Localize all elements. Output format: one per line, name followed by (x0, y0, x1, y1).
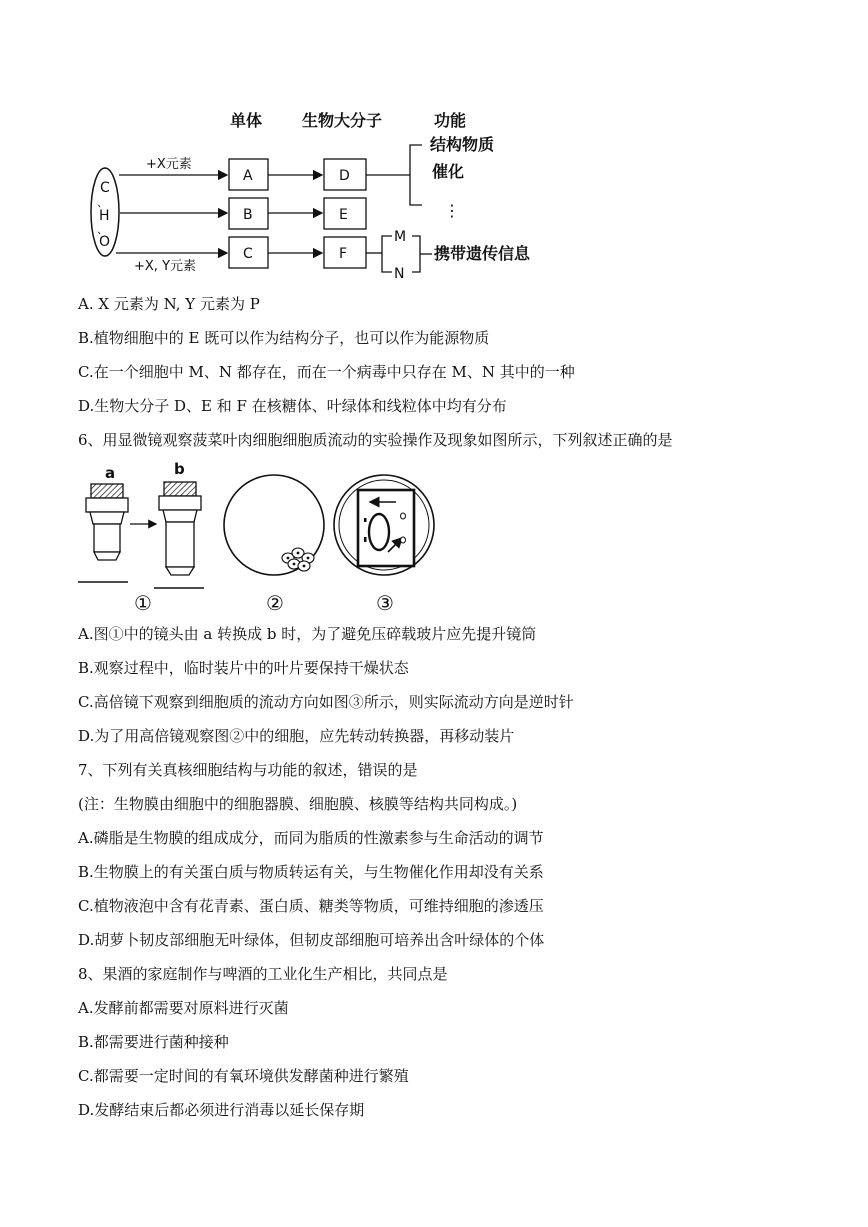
q6-option-c: C.高倍镜下观察到细胞质的流动方向如图③所示，则实际流动方向是逆时针 (78, 693, 574, 711)
q7-option-c: C.植物液泡中含有花青素、蛋白质、糖类等物质，可维持细胞的渗透压 (78, 897, 544, 915)
nucleic-m: M (394, 229, 407, 245)
label-plus-x: +X元素 (146, 157, 192, 172)
q7-option-a: A.磷脂是生物膜的组成成分，而同为脂质的性激素参与生命活动的调节 (78, 829, 544, 847)
q8-option-a: A.发酵前都需要对原料进行灭菌 (78, 999, 289, 1017)
q5-option-b: B.植物细胞中的 E 既可以作为结构分子，也可以作为能源物质 (78, 329, 490, 347)
q8-option-c: C.都需要一定时间的有氧环境供发酵菌种进行繁殖 (78, 1067, 409, 1085)
q7-option-b: B.生物膜上的有关蛋白质与物质转运有关，与生物催化作用却没有关系 (78, 863, 544, 881)
header-monomer: 单体 (230, 111, 263, 130)
figure-2-number: ② (266, 591, 284, 615)
box-b-label: B (243, 207, 253, 223)
q5-option-c: C.在一个细胞中 M、N 都存在，而在一个病毒中只存在 M、N 其中的一种 (78, 363, 575, 381)
view-field-2 (224, 475, 324, 575)
q6-option-d: D.为了用高倍镜观察图②中的细胞，应先转动转换器，再移动装片 (78, 727, 515, 745)
element-h: H (99, 208, 110, 224)
objective-lens-b (159, 482, 201, 575)
function-more: ⋮ (444, 201, 460, 220)
function-structural: 结构物质 (430, 135, 495, 154)
lens-a-label: a (105, 464, 116, 482)
box-c-label: C (243, 246, 253, 262)
q8-option-b: B.都需要进行菌种接种 (78, 1033, 229, 1051)
view-field-3 (334, 475, 434, 575)
microscope-figure (78, 462, 448, 616)
header-function: 功能 (434, 111, 467, 130)
q6-option-a: A.图①中的镜头由 a 转换成 b 时，为了避免压碎载玻片应先提升镜筒 (78, 625, 537, 643)
nucleic-n: N (394, 266, 405, 282)
q6-stem: 6、用显微镜观察菠菜叶肉细胞细胞质流动的实验操作及现象如图所示，下列叙述正确的是 (78, 431, 673, 449)
q8-option-d: D.发酵结束后都必须进行消毒以延长保存期 (78, 1101, 365, 1119)
element-sep1: 、 (97, 196, 108, 209)
figure-3-number: ③ (376, 591, 394, 615)
figure-1-number: ① (134, 591, 152, 615)
function-catalysis: 催化 (432, 162, 465, 181)
q7-option-d: D.胡萝卜韧皮部细胞无叶绿体，但韧皮部细胞可培养出含叶绿体的个体 (78, 931, 545, 949)
objective-lens-a (86, 484, 128, 560)
lens-b-label: b (174, 462, 185, 478)
function-genetic: 携带遗传信息 (434, 244, 531, 263)
label-plus-xy: +X, Y元素 (134, 259, 197, 274)
q5-option-d: D.生物大分子 D、E 和 F 在核糖体、叶绿体和线粒体中均有分布 (78, 397, 507, 415)
q7-note: (注：生物膜由细胞中的细胞器膜、细胞膜、核膜等结构共同构成。) (78, 795, 518, 813)
q6-option-b: B.观察过程中，临时装片中的叶片要保持干燥状态 (78, 659, 409, 677)
q7-stem: 7、下列有关真核细胞结构与功能的叙述，错误的是 (78, 761, 418, 779)
element-c: C (100, 180, 110, 196)
element-sep2: 、 (97, 223, 108, 236)
box-a-label: A (243, 168, 253, 184)
q5-option-a: A. X 元素为 N, Y 元素为 P (78, 295, 260, 313)
header-macromolecule: 生物大分子 (302, 111, 383, 130)
element-o: O (99, 234, 111, 250)
box-d-label: D (339, 168, 350, 184)
box-e-label: E (339, 207, 348, 223)
q8-stem: 8、果酒的家庭制作与啤酒的工业化生产相比，共同点是 (78, 965, 448, 983)
box-f-label: F (339, 246, 348, 262)
macromolecule-diagram (80, 100, 560, 290)
